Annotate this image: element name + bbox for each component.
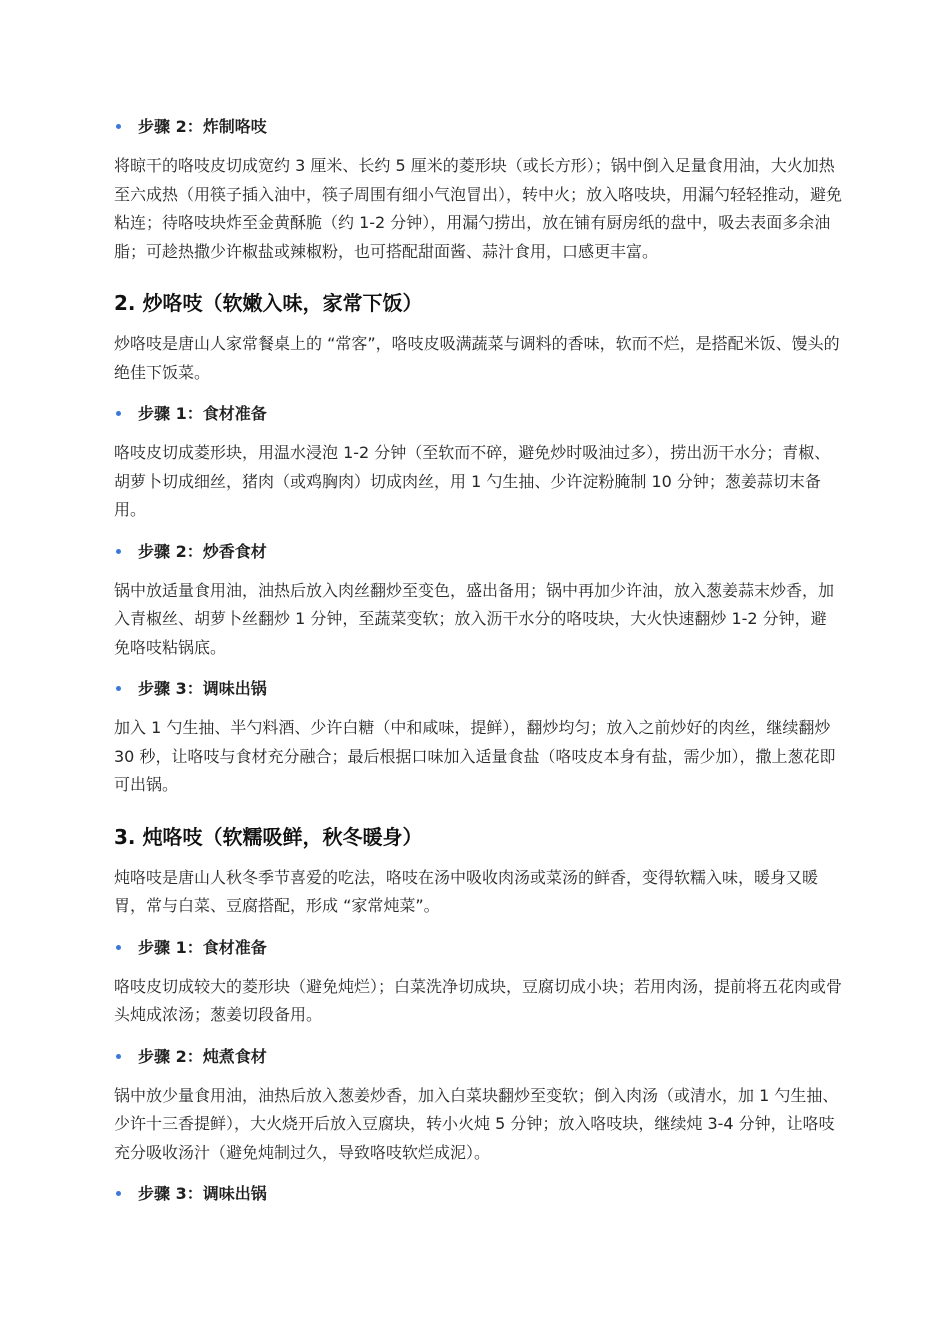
bullet-icon	[116, 686, 121, 691]
step-text: 咯吱皮切成较大的菱形块（避免炖烂）；白菜洗净切成块，豆腐切成小块；若用肉汤，提前将五花肉或骨头炖成浓汤；葱姜切段备用。	[114, 976, 843, 1024]
bullet-icon	[116, 945, 121, 950]
step-text: 加入 1 勺生抽、半勺料酒、少许白糖（中和咸味，提鲜），翻炒均匀；放入之前炒好的肉丝，继续翻炒 30 秒，让咯吱与食材充分融合；最后根据口味加入适量食盐（咯吱皮本身有盐，需少加），撒上葱花即可出锅。	[114, 718, 836, 794]
step-text: 锅中放少量食用油，油热后放入葱姜炒香，加入白菜块翻炒至变软；倒入肉汤（或清水，加 1 勺生抽、少许十三香提鲜），大火烧开后放入豆腐块，转小火炖 5 分钟；放入咯吱块，继续炖 3-4 分钟，让咯吱充分吸收汤汁（避免炖制过久，导致咯吱软烂成泥）。	[114, 1085, 839, 1162]
document-page	[114, 112, 842, 1209]
step-text: 将晾干的咯吱皮切成宽约 3 厘米、长约 5 厘米的菱形块（或长方形）；锅中倒入足量食用油，大火加热至六成热（用筷子插入油中，筷子周围有细小气泡冒出），转中火；放入咯吱块，用漏勺轻轻推动，避免粘连；待咯吱块炸至金黄酥脆（约 1-2 分钟），用漏勺捞出，放在铺有厨房纸的盘中，吸去表面多余油脂；可趁热撒少许椒盐或辣椒粉，也可搭配甜面酱、蒜汁食用，口感更丰富。	[114, 156, 843, 261]
section-heading-stew: 3. 炖咯吱（软糯吸鲜，秋冬暖身）	[114, 824, 423, 849]
step-title: 步骤 1：食材准备	[138, 404, 267, 423]
step-text: 咯吱皮切成菱形块，用温水浸泡 1-2 分钟（至软而不碎，避免炒时吸油过多），捞出沥干水分；青椒、胡萝卜切成细丝，猪肉（或鸡胸肉）切成肉丝，用 1 勺生抽、少许淀粉腌制 10 分钟；葱姜蒜切末备用。	[114, 443, 831, 519]
step-heading	[114, 537, 842, 567]
bullet-icon	[116, 1191, 121, 1196]
bullet-icon	[116, 1054, 121, 1059]
step-heading	[114, 1179, 842, 1209]
step-title: 步骤 2：炸制咯吱	[138, 117, 267, 136]
step-title: 步骤 2：炒香食材	[138, 541, 267, 561]
step-title: 步骤 2：炖煮食材	[138, 1046, 267, 1066]
section-intro: 炒咯吱是唐山人家常餐桌上的 “常客”，咯吱皮吸满蔬菜与调料的香味，软而不烂，是搭配米饭、馒头的绝佳下饭菜。	[114, 334, 840, 382]
bullet-icon	[116, 549, 121, 554]
step-title: 步骤 1：食材准备	[138, 937, 267, 957]
step-title: 步骤 3：调味出锅	[138, 679, 267, 698]
step-title: 步骤 3：调味出锅	[138, 1184, 267, 1203]
bullet-icon	[116, 124, 121, 129]
step-heading	[114, 933, 842, 963]
step-heading	[114, 1042, 842, 1072]
section-heading-stir-fry: 2. 炒咯吱（软嫩入味，家常下饭）	[114, 291, 423, 315]
step-heading	[114, 674, 842, 704]
step-heading	[114, 112, 842, 142]
step-text: 锅中放适量食用油，油热后放入肉丝翻炒至变色，盛出备用；锅中再加少许油，放入葱姜蒜末炒香，加入青椒丝、胡萝卜丝翻炒 1 分钟，至蔬菜变软；放入沥干水分的咯吱块，大火快速翻炒 1-2 分钟，避免咯吱粘锅底。	[114, 580, 835, 657]
step-heading	[114, 399, 842, 429]
section-intro: 炖咯吱是唐山人秋冬季节喜爱的吃法，咯吱在汤中吸收肉汤或菜汤的鲜香，变得软糯入味，暖身又暖胃，常与白菜、豆腐搭配，形成 “家常炖菜”。	[114, 867, 819, 915]
bullet-icon	[116, 411, 121, 416]
